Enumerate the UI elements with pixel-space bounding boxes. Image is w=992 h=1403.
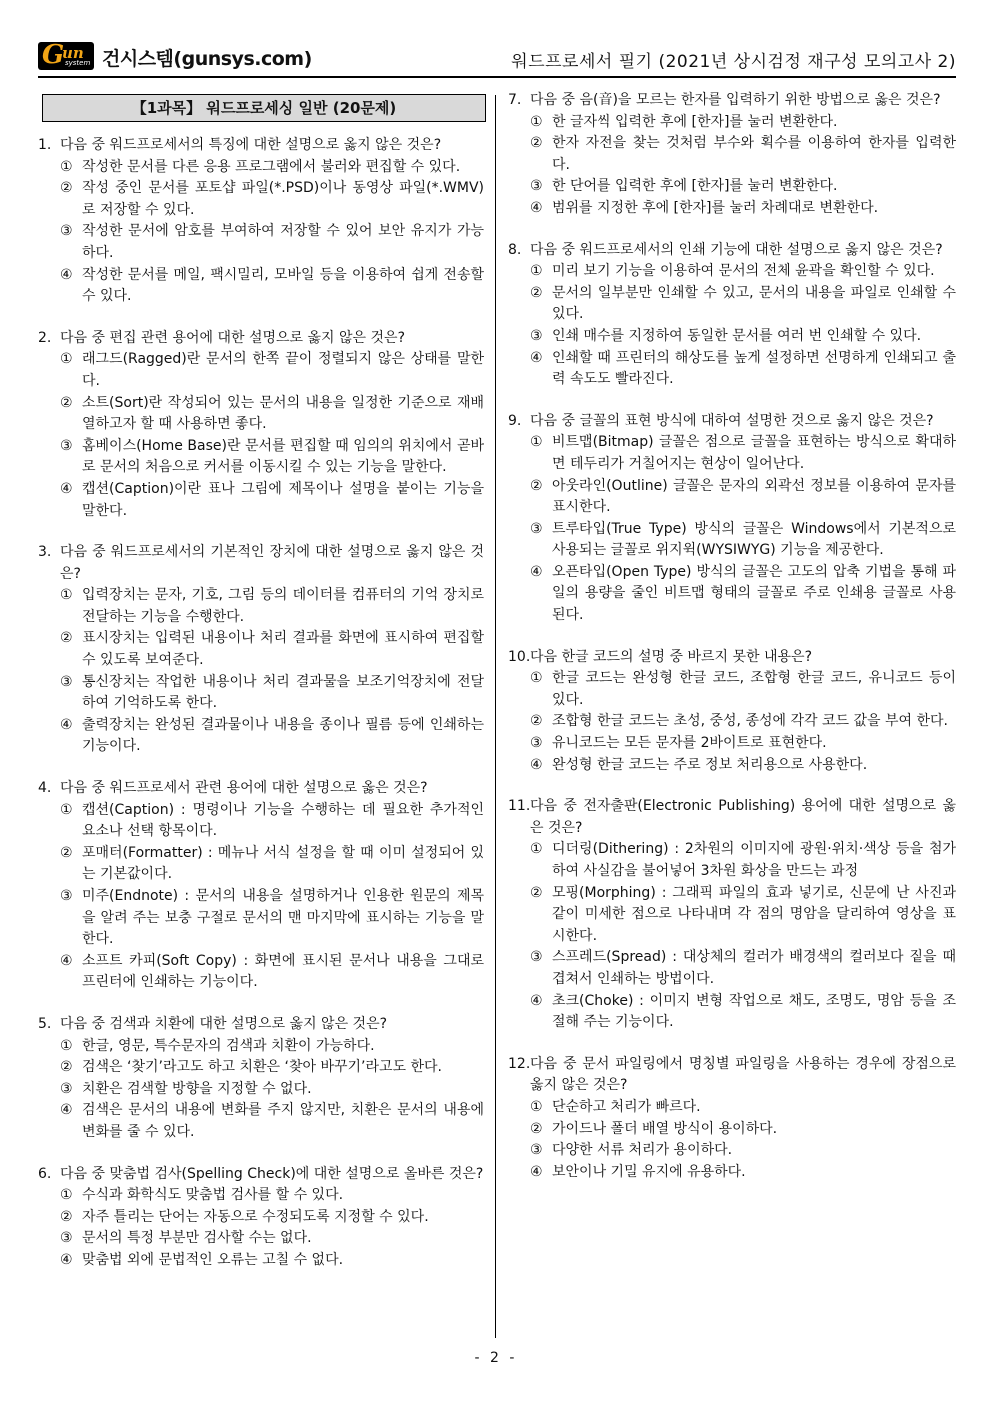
section-title: 【1과목】 워드프로세싱 일반 (20문제) [42, 94, 486, 122]
right-column [508, 90, 956, 1203]
question-number: 12. [508, 1055, 531, 1072]
option-marker: ② [530, 713, 543, 730]
question-stem [38, 135, 484, 157]
option-text: 미주(Endnote) : 문서의 내용을 설명하거나 인용한 원문의 제목을 알려 주는 보충 구절로 문서의 맨 마지막에 표시하는 기능을 말한다. [82, 888, 484, 948]
question-stem [38, 778, 484, 800]
option-text: 작성한 문서에 암호를 부여하여 저장할 수 있어 보안 유지가 가능하다. [82, 223, 484, 261]
answer-option [38, 393, 484, 436]
answer-option [38, 585, 484, 628]
question-number: 3. [38, 544, 52, 561]
option-marker: ① [60, 1037, 73, 1054]
option-text: 래그드(Ragged)란 문서의 한쪽 끝이 정렬되지 않은 상태를 말한다. [82, 351, 484, 389]
question-stem [508, 411, 956, 433]
answer-option [508, 991, 956, 1034]
question-stem [508, 796, 956, 839]
option-marker: ④ [60, 952, 73, 969]
option-marker: ② [60, 394, 73, 411]
answer-option [38, 1228, 484, 1250]
question-text: 다음 중 검색과 치환에 대한 설명으로 옳지 않은 것은? [60, 1015, 388, 1032]
option-marker: ① [60, 1187, 73, 1204]
option-marker: ③ [60, 673, 73, 690]
option-marker: ① [60, 587, 73, 604]
option-marker: ④ [530, 563, 543, 580]
question-text: 다음 중 워드프로세서의 인쇄 기능에 대한 설명으로 옳지 않은 것은? [530, 241, 943, 258]
question-stem [38, 1164, 484, 1186]
question-text: 다음 중 음(音)을 모르는 한자를 입력하기 위한 방법으로 옳은 것은? [530, 92, 941, 108]
answer-option [38, 843, 484, 886]
question-item [38, 542, 484, 758]
option-marker: ② [60, 1059, 73, 1076]
option-marker: ② [60, 630, 73, 647]
option-marker: ③ [60, 223, 73, 240]
question-number: 4. [38, 780, 52, 797]
question-number: 7. [508, 92, 522, 108]
answer-option [38, 628, 484, 671]
option-marker: ① [530, 670, 543, 687]
question-item [38, 135, 484, 308]
option-text: 캡션(Caption)이란 표나 그림에 제목이나 설명을 붙이는 기능을 말한다. [82, 480, 484, 519]
option-text: 한글, 영문, 특수문자의 검색과 치환이 가능하다. [82, 1037, 375, 1054]
question-text: 다음 중 문서 파일링에서 명칭별 파일링을 사용하는 경우에 장점으로 옳지 않은 것은? [530, 1055, 956, 1094]
question-text: 다음 중 워드프로세서의 기본적인 장치에 대한 설명으로 옳지 않은 것은? [60, 544, 484, 582]
option-text: 한 글자씩 입력한 후에 [한자]를 눌러 변환한다. [552, 113, 838, 130]
option-text: 미리 보기 기능을 이용하여 문서의 전체 윤곽을 확인할 수 있다. [552, 263, 935, 280]
answer-option [38, 1207, 484, 1229]
option-text: 트루타입(True Type) 방식의 글꼴은 Windows에서 기본적으로 사용되는 글꼴로 위지윅(WYSIWYG) 기능을 제공한다. [552, 520, 956, 559]
question-item [508, 796, 956, 1034]
answer-option [508, 283, 956, 326]
option-marker: ① [530, 113, 543, 130]
question-item [38, 1164, 484, 1272]
option-text: 보안이나 기밀 유지에 유용하다. [552, 1163, 746, 1180]
answer-option [508, 176, 956, 198]
answer-option [38, 1185, 484, 1207]
answer-option [508, 476, 956, 519]
answer-option [38, 715, 484, 758]
option-marker: ① [60, 351, 73, 368]
answer-option [38, 479, 484, 522]
option-text: 조합형 한글 코드는 초성, 중성, 종성에 각각 코드 값을 부여 한다. [552, 713, 948, 730]
answer-option [38, 1057, 484, 1079]
answer-option [508, 668, 956, 711]
gunsys-logo [38, 42, 94, 70]
document-title: 워드프로세서 필기 (2021년 상시검정 재구성 모의고사 2) [511, 52, 956, 72]
question-item [508, 1054, 956, 1184]
answer-option [38, 672, 484, 715]
option-text: 한 단어를 입력한 후에 [한자]를 눌러 변환한다. [552, 178, 838, 195]
option-marker: ① [60, 158, 73, 175]
option-text: 치환은 검색할 방향을 지정할 수 없다. [82, 1080, 312, 1097]
option-text: 디더링(Dithering) : 2차원의 이미지에 광원·위치·색상 등을 첨가하여 사실감을 불어넣어 3차원 화상을 만드는 과정 [552, 841, 956, 879]
answer-option [508, 519, 956, 562]
option-text: 완성형 한글 코드는 주로 정보 처리용으로 사용한다. [552, 756, 868, 773]
question-item [508, 90, 956, 220]
question-text: 다음 중 맞춤법 검사(Spelling Check)에 대한 설명으로 올바른 것은? [60, 1165, 484, 1182]
answer-option [38, 1100, 484, 1143]
option-text: 아웃라인(Outline) 글꼴은 문자의 외곽선 정보를 이용하여 문자를 표시한다. [552, 477, 956, 516]
answer-option [508, 348, 956, 391]
question-text: 다음 한글 코드의 설명 중 바르지 못한 내용은? [530, 648, 813, 665]
answer-option [38, 1036, 484, 1058]
logo-letters: un [62, 44, 84, 62]
option-text: 소트(Sort)란 작성되어 있는 문서의 내용을 일정한 기준으로 재배열하고자 할 때 사용하면 좋다. [82, 394, 484, 433]
answer-option [38, 886, 484, 951]
option-text: 작성한 문서를 다른 응용 프로그램에서 불러와 편집할 수 있다. [82, 158, 461, 175]
question-item [508, 647, 956, 777]
question-item [508, 240, 956, 391]
option-marker: ③ [530, 949, 543, 966]
option-marker: ④ [530, 1163, 543, 1180]
question-number: 6. [38, 1165, 52, 1182]
option-text: 검색은 ‘찾기’라고도 하고 치환은 ‘찾아 바꾸기’라고도 한다. [82, 1059, 443, 1076]
answer-option [508, 432, 956, 475]
question-stem [508, 1054, 956, 1097]
option-marker: ④ [60, 716, 73, 733]
option-text: 자주 틀리는 단어는 자동으로 수정되도록 지정할 수 있다. [82, 1208, 429, 1225]
option-marker: ③ [530, 735, 543, 752]
answer-option [508, 326, 956, 348]
option-marker: ④ [530, 992, 543, 1009]
logo-subtext: system [65, 59, 91, 67]
question-item [38, 1014, 484, 1144]
question-number: 2. [38, 329, 52, 346]
option-text: 한자 자전을 찾는 것처럼 부수와 획수를 이용하여 한자를 입력한다. [552, 135, 956, 173]
logo-letter: G [42, 40, 65, 70]
left-column [38, 90, 484, 1292]
option-text: 캡션(Caption) : 명령이나 기능을 수행하는 데 필요한 추가적인 요소나 선택 항목이다. [82, 801, 484, 840]
option-marker: ③ [530, 178, 543, 195]
option-text: 유니코드는 모든 문자를 2바이트로 표현한다. [552, 735, 827, 752]
answer-option [508, 839, 956, 882]
question-number: 5. [38, 1015, 52, 1032]
page-number: - 2 - [474, 1350, 518, 1366]
option-text: 입력장치는 문자, 기호, 그림 등의 데이터를 컴퓨터의 기억 장치로 전달하는 기능을 수행한다. [82, 587, 484, 625]
option-text: 다양한 서류 처리가 용이하다. [552, 1142, 733, 1159]
question-stem [38, 542, 484, 585]
answer-option [508, 198, 956, 220]
option-marker: ③ [60, 437, 73, 454]
option-text: 문서의 특정 부분만 검사할 수는 없다. [82, 1230, 312, 1247]
answer-option [508, 883, 956, 948]
question-text: 다음 중 워드프로세서 관련 용어에 대한 설명으로 옳은 것은? [60, 780, 428, 797]
option-text: 인쇄할 때 프린터의 해상도를 높게 설정하면 선명하게 인쇄되고 출력 속도도 빨라진다. [552, 349, 956, 388]
column-divider [495, 95, 496, 1338]
option-text: 통신장치는 작업한 내용이나 처리 결과물을 보조기억장치에 전달하여 기억하도록 한다. [82, 673, 484, 712]
answer-option [508, 261, 956, 283]
question-number: 11. [508, 798, 531, 815]
option-marker: ① [530, 841, 543, 858]
option-marker: ② [530, 135, 543, 152]
answer-option [508, 1140, 956, 1162]
question-item [38, 778, 484, 994]
option-text: 단순하고 처리가 빠르다. [552, 1098, 701, 1115]
option-text: 가이드나 폴더 배열 방식이 용이하다. [552, 1120, 778, 1137]
option-marker: ④ [530, 199, 543, 216]
answer-option [508, 733, 956, 755]
option-text: 인쇄 매수를 지정하여 동일한 문서를 여러 번 인쇄할 수 있다. [552, 327, 922, 344]
answer-option [38, 157, 484, 179]
header-divider [38, 76, 956, 78]
option-text: 오픈타입(Open Type) 방식의 글꼴은 고도의 압축 기법을 통해 파일의 용량을 줄인 비트맵 형태의 글꼴로 주로 인쇄용 글꼴로 사용된다. [552, 563, 956, 624]
answer-option [38, 951, 484, 994]
answer-option [508, 755, 956, 777]
answer-option [508, 711, 956, 733]
answer-option [508, 1097, 956, 1119]
option-text: 초크(Choke) : 이미지 변형 작업으로 채도, 조명도, 명암 등을 조절해 주는 기능이다. [552, 992, 956, 1031]
option-marker: ① [530, 434, 543, 451]
option-marker: ③ [60, 1080, 73, 1097]
option-marker: ① [530, 263, 543, 280]
option-text: 소프트 카피(Soft Copy) : 화면에 표시된 문서나 내용을 그대로 프린터에 인쇄하는 기능이다. [82, 952, 484, 991]
option-marker: ③ [60, 888, 73, 904]
question-text: 다음 중 전자출판(Electronic Publishing) 용어에 대한 설명으로 옳은 것은? [530, 798, 956, 836]
question-number: 9. [508, 412, 522, 429]
option-marker: ③ [530, 520, 543, 537]
option-marker: ③ [60, 1230, 73, 1247]
question-item [508, 411, 956, 627]
question-stem [508, 90, 956, 112]
question-stem [38, 1014, 484, 1036]
option-marker: ② [60, 180, 73, 197]
question-stem [38, 328, 484, 350]
question-number: 10. [508, 648, 531, 665]
answer-option [38, 178, 484, 221]
brand-name: 건시스템(gunsys.com) [102, 48, 312, 70]
option-marker: ③ [530, 327, 543, 344]
option-marker: ① [60, 801, 73, 818]
answer-option [508, 112, 956, 134]
option-marker: ④ [530, 349, 543, 366]
option-marker: ④ [60, 1102, 73, 1119]
answer-option [38, 436, 484, 479]
option-text: 비트맵(Bitmap) 글꼴은 점으로 글꼴을 표현하는 방식으로 확대하면 테두리가 거칠어지는 현상이 일어난다. [552, 434, 956, 472]
answer-option [508, 562, 956, 627]
option-text: 스프레드(Spread) : 대상체의 컬러가 배경색의 컬러보다 짙을 때 겹쳐서 인쇄하는 방법이다. [552, 949, 956, 987]
option-marker: ④ [530, 756, 543, 773]
option-marker: ② [530, 884, 543, 901]
answer-option [38, 1079, 484, 1101]
question-text: 다음 중 워드프로세서의 특징에 대한 설명으로 옳지 않은 것은? [60, 137, 442, 153]
option-text: 맞춤법 외에 문법적인 오류는 고칠 수 없다. [82, 1251, 344, 1268]
question-item [38, 328, 484, 522]
option-marker: ④ [60, 1251, 73, 1268]
question-stem [508, 240, 956, 262]
question-stem [508, 647, 956, 669]
option-text: 홈베이스(Home Base)란 문서를 편집할 때 임의의 위치에서 곧바로 문서의 처음으로 커서를 이동시킬 수 있는 기능을 말한다. [82, 437, 484, 476]
option-marker: ② [530, 1120, 543, 1137]
option-text: 한글 코드는 완성형 한글 코드, 조합형 한글 코드, 유니코드 등이 있다. [552, 670, 956, 708]
option-marker: ④ [60, 480, 73, 497]
answer-option [508, 1162, 956, 1184]
page-header [38, 38, 956, 76]
option-text: 문서의 일부분만 인쇄할 수 있고, 문서의 내용을 파일로 인쇄할 수 있다. [552, 284, 956, 323]
option-text: 포매터(Formatter) : 메뉴나 서식 설정을 할 때 이미 설정되어 있는 기본값이다. [82, 844, 484, 883]
answer-option [38, 221, 484, 264]
option-marker: ② [60, 1208, 73, 1225]
answer-option [38, 349, 484, 392]
answer-option [508, 1119, 956, 1141]
answer-option [508, 133, 956, 176]
option-marker: ② [530, 284, 543, 301]
option-text: 수식과 화학식도 맞춤법 검사를 할 수 있다. [82, 1187, 344, 1204]
option-text: 표시장치는 입력된 내용이나 처리 결과를 화면에 표시하여 편집할 수 있도록 보여준다. [82, 630, 484, 669]
option-text: 출력장치는 완성된 결과물이나 내용을 종이나 필름 등에 인쇄하는 기능이다. [82, 716, 484, 755]
option-marker: ④ [60, 266, 73, 283]
option-marker: ② [530, 477, 543, 494]
option-text: 범위를 지정한 후에 [한자]를 눌러 차례대로 변환한다. [552, 199, 879, 216]
question-number: 1. [38, 137, 52, 153]
option-text: 작성 중인 문서를 포토샵 파일(*.PSD)이나 동영상 파일(*.WMV)로 저장할 수 있다. [82, 180, 484, 218]
option-text: 검색은 문서의 내용에 변화를 주지 않지만, 치환은 문서의 내용에 변화를 줄 수 있다. [82, 1102, 484, 1140]
question-text: 다음 중 편집 관련 용어에 대한 설명으로 옳지 않은 것은? [60, 329, 406, 346]
question-number: 8. [508, 241, 522, 258]
question-text: 다음 중 글꼴의 표현 방식에 대하여 설명한 것으로 옳지 않은 것은? [530, 412, 934, 429]
answer-option [38, 265, 484, 308]
option-text: 모핑(Morphing) : 그래픽 파일의 효과 넣기로, 신문에 난 사진과 같이 미세한 점으로 나타내며 각 점의 명암을 달리하여 영상을 표시한다. [552, 884, 956, 944]
answer-option [38, 1250, 484, 1272]
option-marker: ② [60, 844, 73, 861]
option-marker: ③ [530, 1142, 543, 1159]
answer-option [38, 800, 484, 843]
option-marker: ① [530, 1098, 543, 1115]
option-text: 작성한 문서를 메일, 팩시밀리, 모바일 등을 이용하여 쉽게 전송할 수 있다. [82, 266, 484, 305]
answer-option [508, 947, 956, 990]
